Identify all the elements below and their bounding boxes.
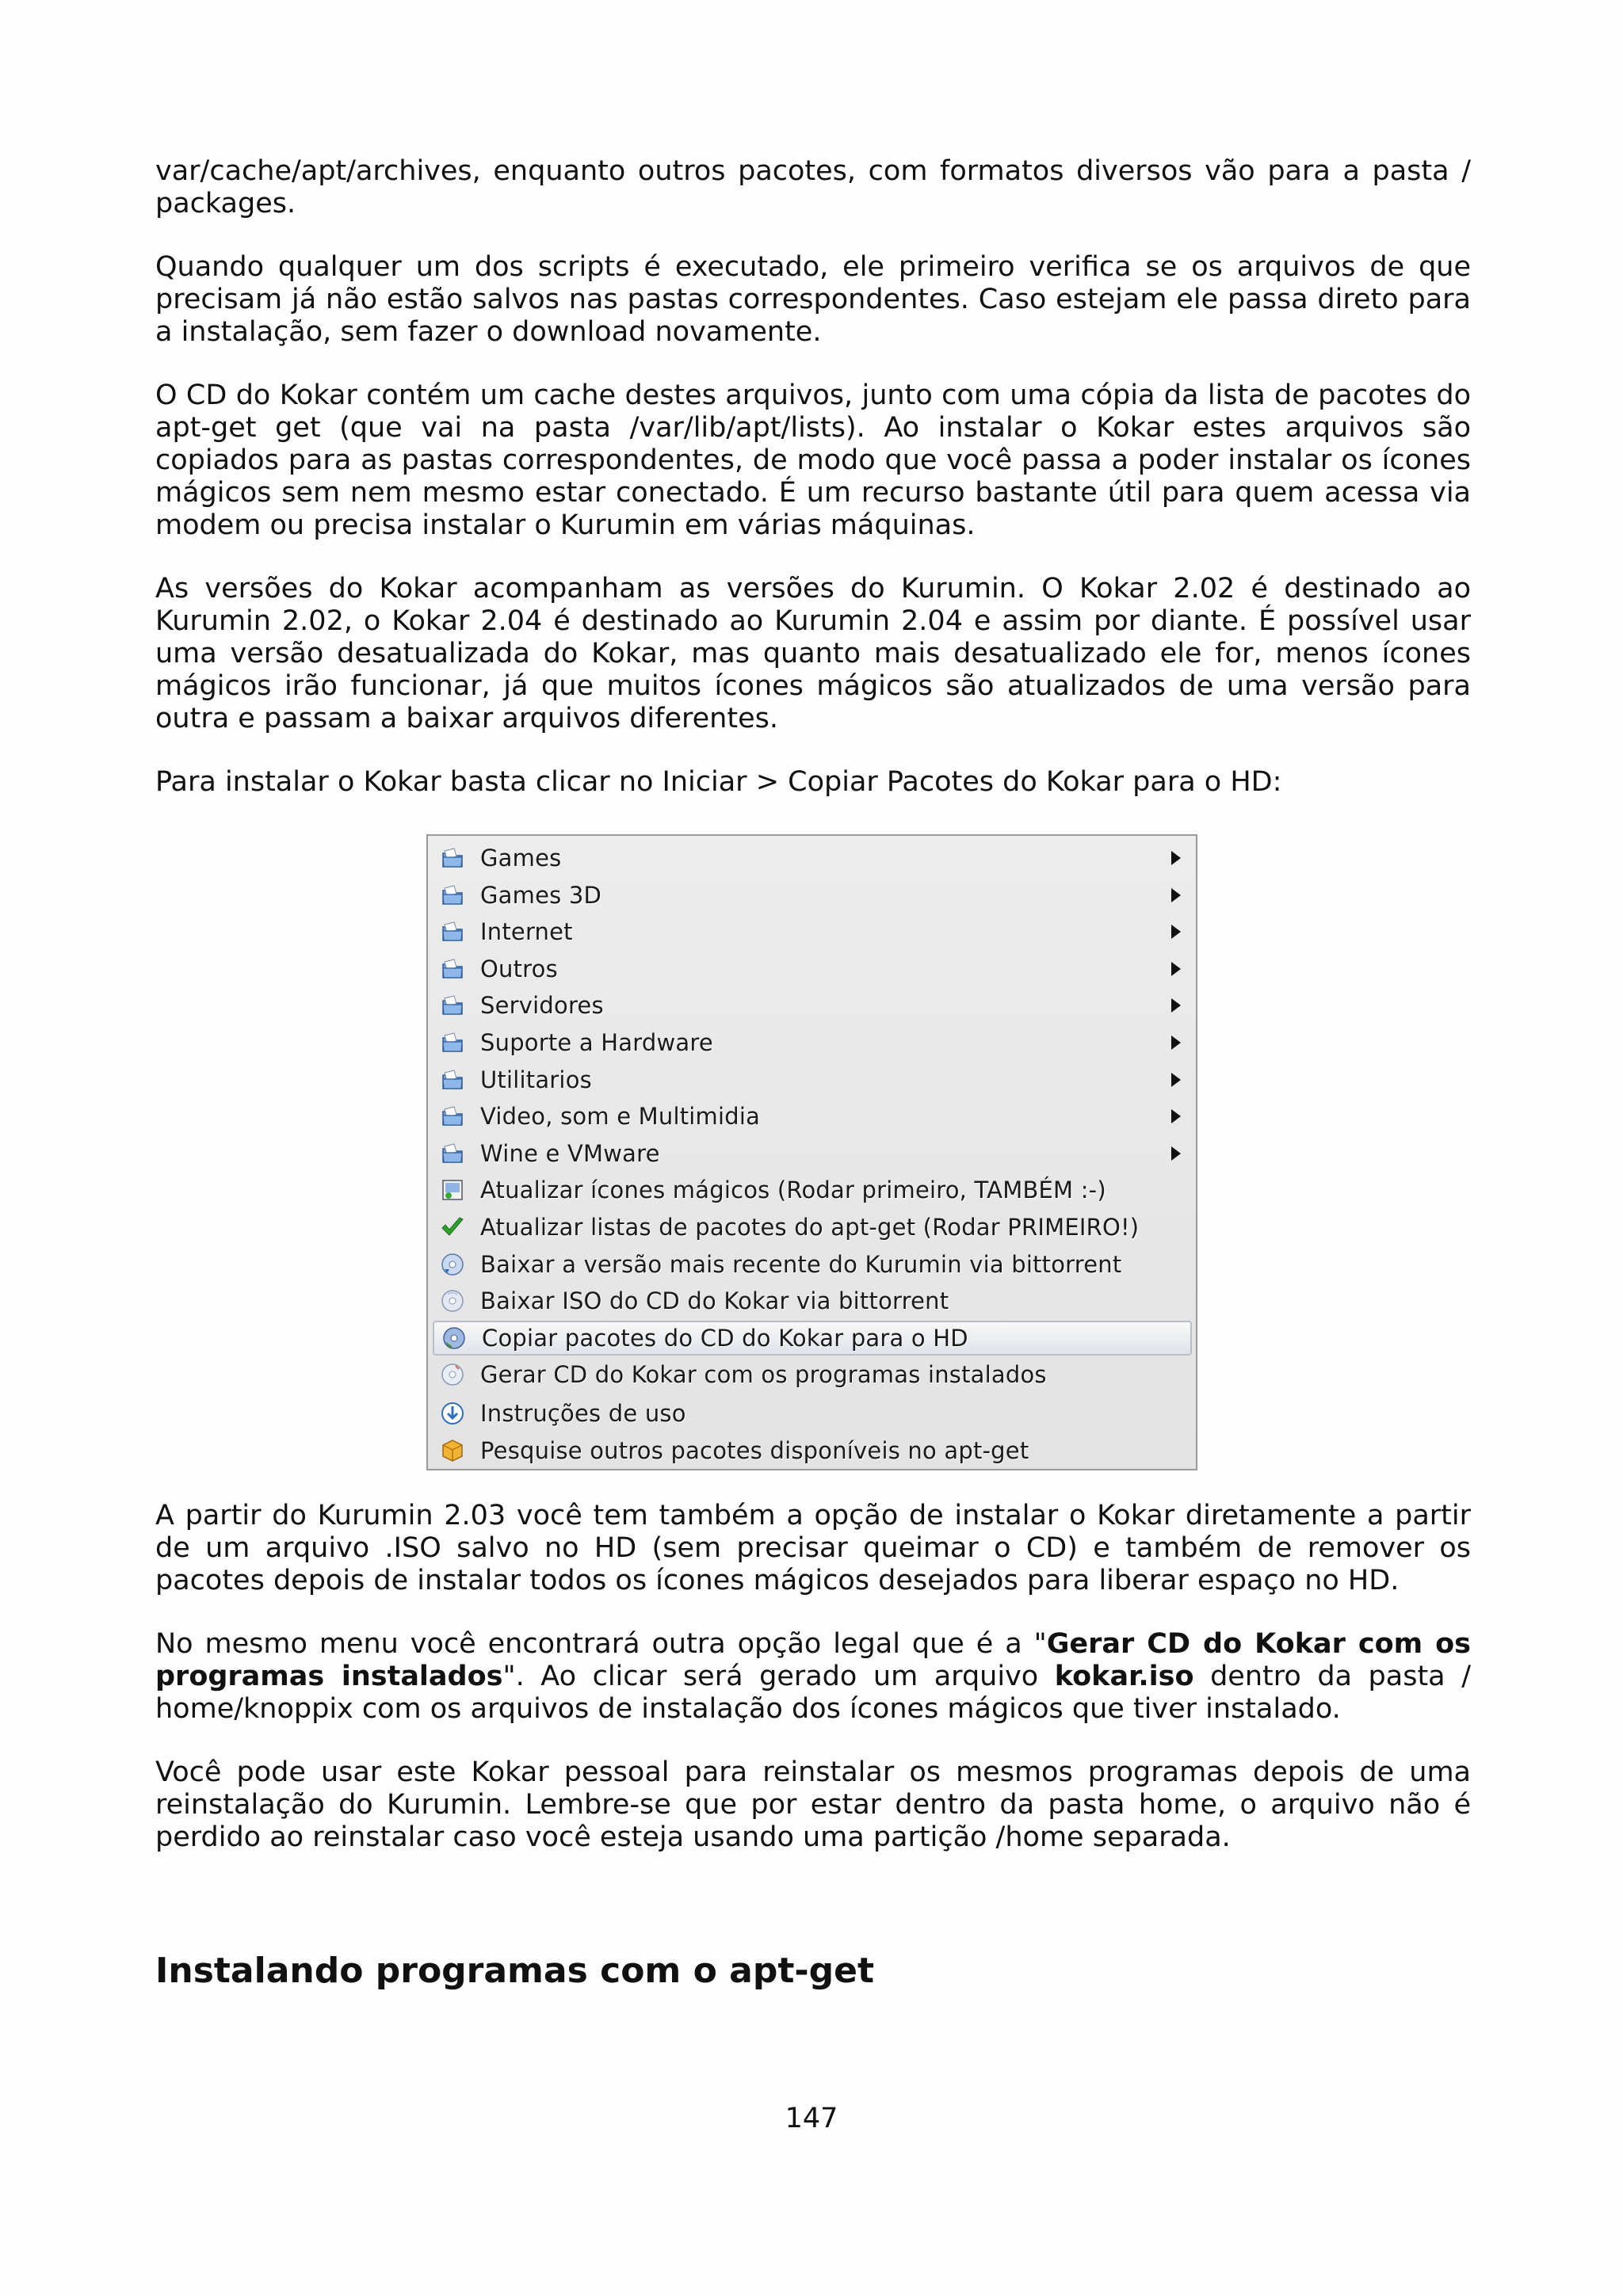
menu-item-label: Baixar ISO do CD do Kokar via bittorrent — [480, 1287, 949, 1315]
menu-item[interactable] — [433, 1210, 1192, 1245]
folder-icon — [439, 1103, 466, 1130]
menu-item[interactable] — [433, 1136, 1192, 1171]
cd-burn-icon — [439, 1361, 466, 1388]
menu-item-label: Outros — [480, 955, 558, 982]
kde-menu-screenshot — [426, 834, 1197, 1470]
paragraph: No mesmo menu você encontrará outra opção legal que é a "Gerar CD do Kokar com os programas instalados". Ao clicar será gerado um arquivo kokar.iso dentro da pasta / home/knoppix com os arquivos de instalação dos ícones mágicos que tiver instalado. — [155, 1628, 1471, 1725]
menu-item-label: Internet — [480, 918, 573, 946]
paragraph: Quando qualquer um dos scripts é executado, ele primeiro verifica se os arquivos de que precisam já não estão salvos nas pastas correspondentes. Caso estejam ele passa direto para a instalação, sem fazer o download novamente. — [155, 251, 1471, 348]
submenu-arrow-icon — [1171, 925, 1181, 939]
menu-item[interactable] — [433, 1396, 1192, 1431]
checkmark-icon — [439, 1214, 466, 1241]
download-arrow-icon — [439, 1400, 466, 1427]
menu-item-label: Instruções de uso — [480, 1400, 686, 1427]
submenu-arrow-icon — [1171, 962, 1181, 976]
submenu-arrow-icon — [1171, 1035, 1181, 1050]
menu-item[interactable] — [433, 841, 1192, 875]
paragraph: O CD do Kokar contém um cache destes arquivos, junto com uma cópia da lista de pacotes do apt-get get (que vai na pasta /var/lib/apt/lists). Ao instalar o Kokar estes arquivos são copiados para as pastas correspondentes, de modo que você passa a poder instalar os ícones mágicos sem nem mesmo estar conectado. É um recurso bastante útil para quem acessa via modem ou precisa instalar o Kurumin em várias máquinas. — [155, 379, 1471, 541]
menu-item[interactable] — [433, 1062, 1192, 1097]
folder-icon — [439, 882, 466, 909]
menu-item-label: Video, som e Multimidia — [480, 1103, 761, 1131]
submenu-arrow-icon — [1171, 1073, 1181, 1087]
paragraph: var/cache/apt/archives, enquanto outros pacotes, com formatos diversos vão para a pasta / packages. — [155, 155, 1471, 219]
copy-cd-icon — [441, 1325, 468, 1352]
folder-icon — [439, 845, 466, 871]
menu-item[interactable] — [433, 1173, 1192, 1207]
menu-item-label: Baixar a versão mais recente do Kurumin via bittorrent — [480, 1250, 1122, 1278]
menu-item-label: Gerar CD do Kokar com os programas instalados — [480, 1361, 1047, 1389]
menu-item-label: Atualizar ícones mágicos (Rodar primeiro, TAMBÉM :-) — [480, 1177, 1106, 1204]
paragraph: A partir do Kurumin 2.03 você tem também a opção de instalar o Kokar diretamente a partir de um arquivo .ISO salvo no HD (sem precisar queimar o CD) e também de remover os pacotes depois de instalar todos os ícones mágicos desejados para liberar espaço no HD. — [155, 1500, 1471, 1596]
menu-item[interactable] — [433, 1025, 1192, 1060]
paragraph: Para instalar o Kokar basta clicar no Iniciar > Copiar Pacotes do Kokar para o HD: — [155, 766, 1282, 798]
menu-item-label: Atualizar listas de pacotes do apt-get (Rodar PRIMEIRO!) — [480, 1214, 1140, 1241]
menu-item[interactable] — [433, 988, 1192, 1023]
folder-icon — [439, 955, 466, 982]
menu-item-label: Wine e VMware — [480, 1139, 660, 1167]
folder-icon — [439, 918, 466, 945]
menu-item[interactable] — [433, 1433, 1192, 1468]
menu-item-label: Pesquise outros pacotes disponíveis no apt-get — [480, 1436, 1029, 1464]
menu-item[interactable] — [433, 1321, 1192, 1356]
menu-item[interactable] — [433, 1357, 1192, 1392]
body-text-top — [155, 155, 1471, 830]
submenu-arrow-icon — [1171, 888, 1181, 902]
menu-item-label: Games — [480, 845, 562, 871]
cd-download-icon — [439, 1251, 466, 1278]
menu-item[interactable] — [433, 1247, 1192, 1282]
submenu-arrow-icon — [1171, 998, 1181, 1013]
cd-icon — [439, 1287, 466, 1314]
menu-item-label: Games 3D — [480, 881, 602, 909]
section-heading: Instalando programas com o apt-get — [155, 1951, 874, 1991]
menu-item[interactable] — [433, 952, 1192, 986]
body-text-bottom — [155, 1500, 1471, 1885]
folder-icon — [439, 1140, 466, 1167]
menu-item-label: Servidores — [480, 992, 604, 1020]
folder-icon — [439, 992, 466, 1019]
folder-icon — [439, 1029, 466, 1056]
paragraph: Você pode usar este Kokar pessoal para reinstalar os mesmos programas depois de uma reinstalação do Kurumin. Lembre-se que por estar dentro da pasta home, o arquivo não é perdido ao reinstalar caso você esteja usando uma partição /home separada. — [155, 1756, 1471, 1853]
menu-item[interactable] — [433, 878, 1192, 913]
menu-item[interactable] — [433, 1099, 1192, 1134]
menu-item[interactable] — [433, 1283, 1192, 1318]
folder-icon — [439, 1066, 466, 1093]
paragraph: As versões do Kokar acompanham as versões do Kurumin. O Kokar 2.02 é destinado ao Kurumin 2.02, o Kokar 2.04 é destinado ao Kurumin 2.04 e assim por diante. É possível usar uma versão desatualizada do Kokar, mas quanto mais desatualizado ele for, menos ícones mágicos irão funcionar, já que muitos ícones mágicos são atualizados de uma versão para outra e passam a baixar arquivos diferentes. — [155, 573, 1471, 734]
update-icon — [439, 1177, 466, 1203]
bold-text: Gerar CD do Kokar com os programas instalados — [155, 1628, 1471, 1692]
menu-item-label: Utilitarios — [480, 1066, 592, 1093]
package-icon — [439, 1437, 466, 1464]
menu-item[interactable] — [433, 914, 1192, 949]
submenu-arrow-icon — [1171, 1109, 1181, 1123]
menu-item-label: Suporte a Hardware — [480, 1029, 713, 1056]
submenu-arrow-icon — [1171, 1146, 1181, 1161]
bold-text: kokar.iso — [1054, 1661, 1194, 1692]
menu-item-label: Copiar pacotes do CD do Kokar para o HD — [482, 1324, 968, 1352]
submenu-arrow-icon — [1171, 851, 1181, 865]
page-number: 147 — [785, 2103, 838, 2134]
